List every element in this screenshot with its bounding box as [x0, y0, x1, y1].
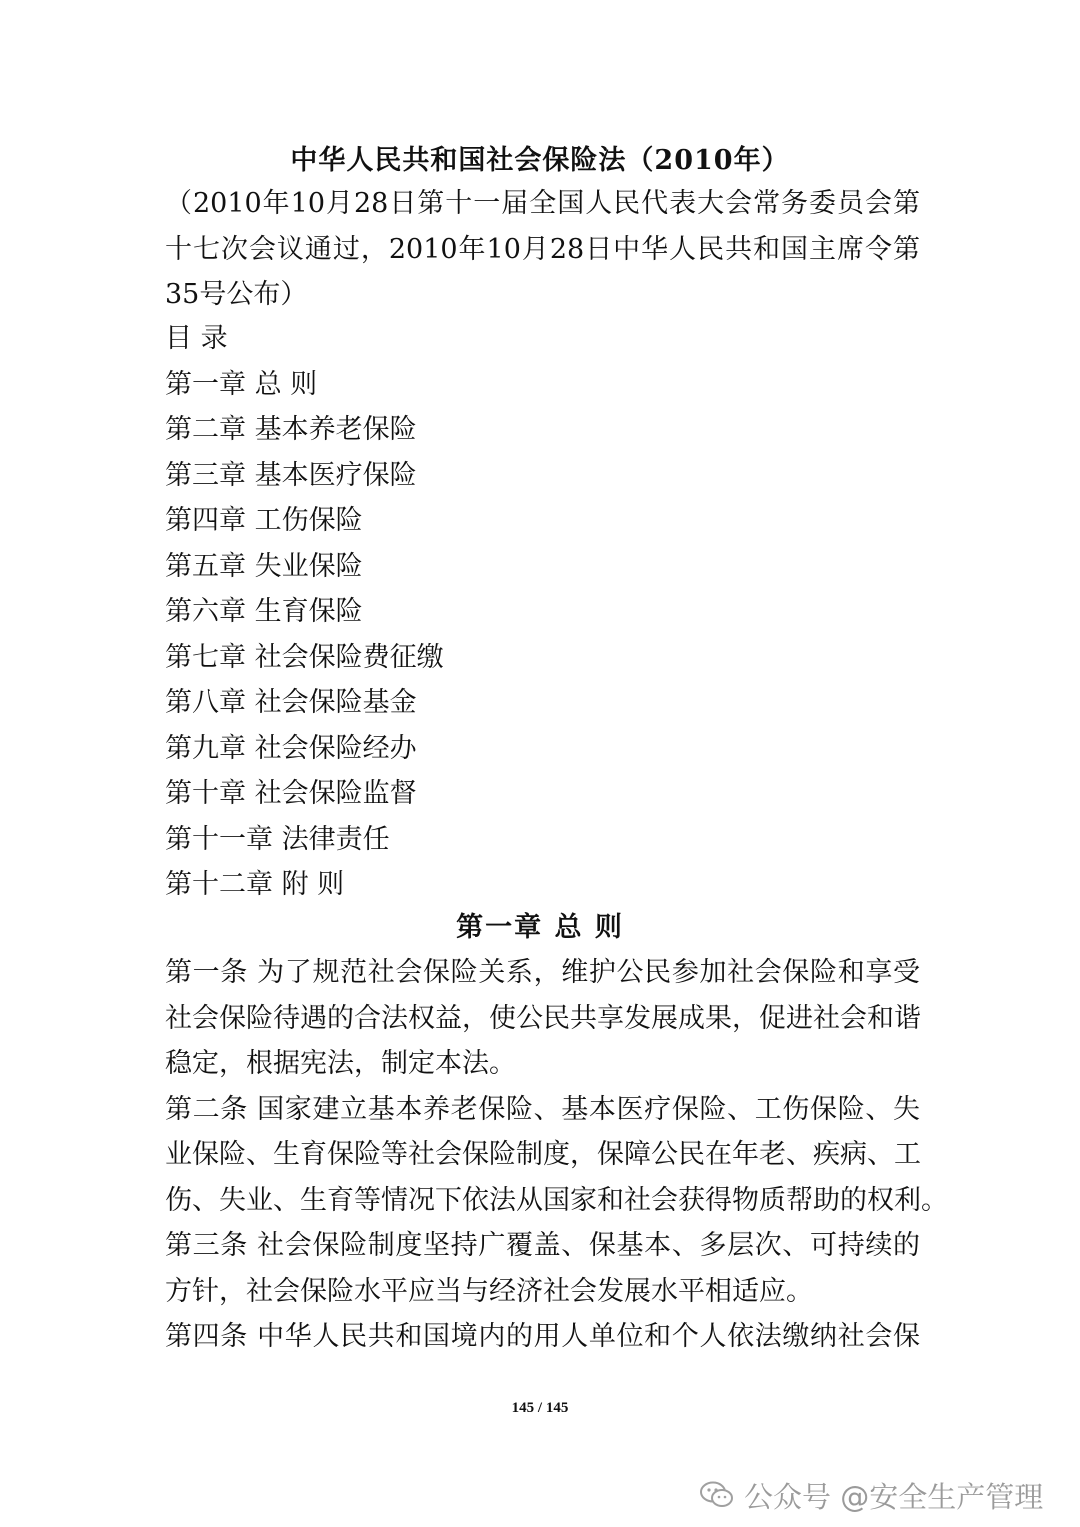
- watermark-text: 公众号 @安全生产管理: [744, 1479, 1044, 1514]
- toc-item: 第一章 总 则: [165, 368, 318, 400]
- body-line: 第四条 中华人民共和国境内的用人单位和个人依法缴纳社会保: [165, 1321, 920, 1352]
- toc-item: 第十二章 附 则: [165, 869, 345, 900]
- page-number: 145 / 145: [511, 1400, 569, 1416]
- body-line: 方针，社会保险水平应当与经济社会发展水平相适应。: [165, 1275, 813, 1307]
- body-line: 稳定，根据宪法，制定本法。: [165, 1048, 516, 1079]
- preamble-line: 十七次会议通过，2010年10月28日中华人民共和国主席令第: [165, 233, 920, 265]
- preamble-line: （2010年10月28日第十一届全国人民代表大会常务委员会第: [165, 188, 920, 219]
- body-line: 业保险、生育保险等社会保险制度，保障公民在年老、疾病、工: [165, 1139, 921, 1170]
- toc-item: 第五章 失业保险: [165, 550, 363, 582]
- toc-item: 第十一章 法律责任: [165, 823, 390, 855]
- toc-heading: 目 录: [165, 323, 228, 354]
- chapter-heading: 第一章 总 则: [456, 912, 624, 943]
- body-line: 第三条 社会保险制度坚持广覆盖、保基本、多层次、可持续的: [165, 1230, 920, 1261]
- body-line: 伤、失业、生育等情况下依法从国家和社会获得物质帮助的权利。: [165, 1184, 948, 1216]
- body-line: 第二条 国家建立基本养老保险、基本医疗保险、工伤保险、失: [165, 1093, 920, 1125]
- toc-item: 第四章 工伤保险: [165, 505, 363, 536]
- body-line: 第一条 为了规范社会保险关系，维护公民参加社会保险和享受: [165, 957, 920, 988]
- wechat-icon: [700, 1481, 734, 1509]
- toc-item: 第二章 基本养老保险: [165, 414, 417, 445]
- article-body: [165, 950, 948, 1360]
- document-title: 中华人民共和国社会保险法（2010年）: [290, 145, 790, 176]
- preamble-line: 35号公布）: [165, 279, 308, 310]
- toc-item: 第六章 生育保险: [165, 596, 363, 627]
- table-of-contents: [165, 316, 920, 908]
- watermark: [700, 1470, 1043, 1520]
- toc-item: 第十章 社会保险监督: [165, 778, 417, 809]
- toc-item: 第八章 社会保险基金: [165, 687, 417, 718]
- body-line: 社会保险待遇的合法权益，使公民共享发展成果，促进社会和谐: [165, 1002, 921, 1034]
- preamble: [165, 181, 920, 318]
- toc-item: 第三章 基本医疗保险: [165, 459, 417, 491]
- toc-item: 第七章 社会保险费征缴: [165, 641, 444, 673]
- toc-item: 第九章 社会保险经办: [165, 732, 417, 764]
